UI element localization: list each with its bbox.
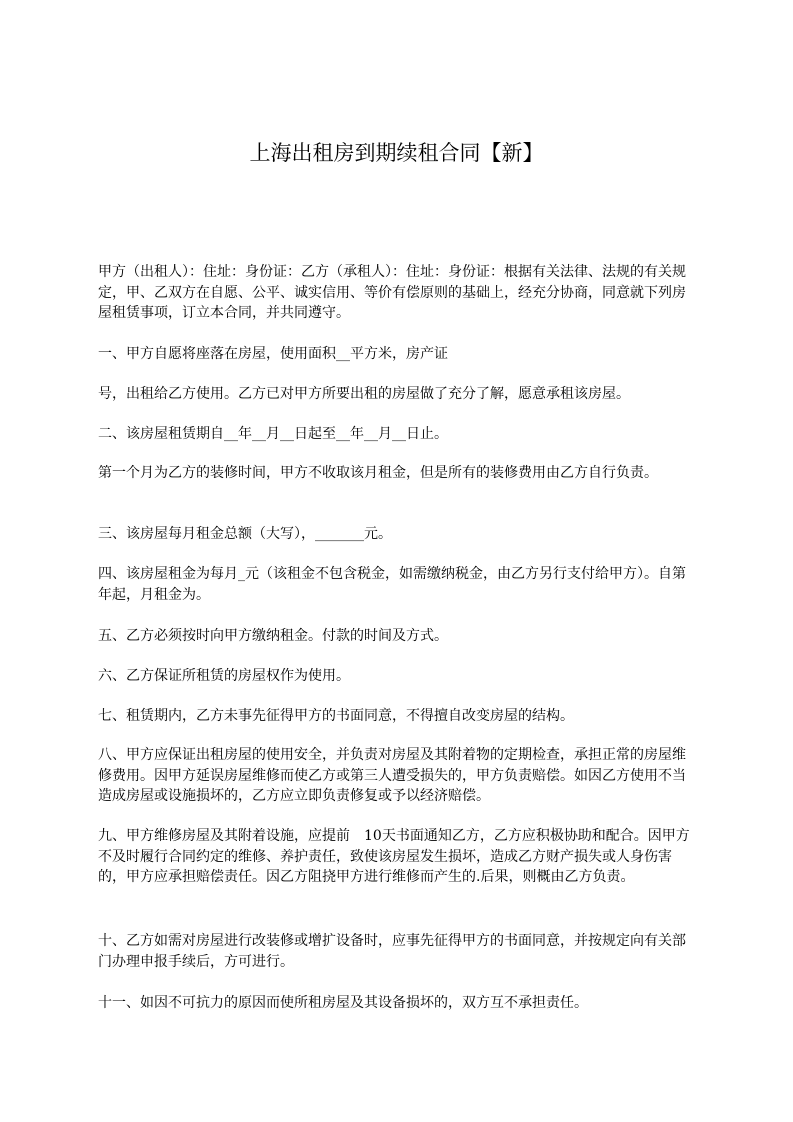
paragraph-clause-7: 七、租赁期内，乙方未事先征得甲方的书面同意，不得擅自改变房屋的结构。 [98, 708, 574, 724]
paragraph-clause-2: 二、该房屋租赁期自__年__月__日起至__年__月__日止。 [98, 426, 448, 442]
paragraph-clause-2-note: 第一个月为乙方的装修时间，甲方不收取该月租金，但是所有的装修费用由乙方自行负责。 [98, 465, 658, 481]
paragraph-clause-5: 五、乙方必须按时向甲方缴纳租金。付款的时间及方式。 [98, 628, 448, 644]
paragraph-clause-10: 十、乙方如需对房屋进行改装修或增扩设备时，应事先征得甲方的书面同意，并按规定向有关部门办理申报手续后，方可进行。 [98, 933, 686, 970]
paragraph-clause-3: 三、该房屋每月租金总额（大写），_______元。 [98, 526, 392, 542]
document-title: 上海出租房到期续租合同【新】 [249, 141, 544, 165]
paragraph-clause-8: 八、甲方应保证出租房屋的使用安全，并负责对房屋及其附着物的定期检查，承担正常的房屋维修费用。因甲方延误房屋维修而使乙方或第三人遭受损失的，甲方负责赔偿。如因乙方使用不当造成房屋或设施损坏的，乙方应立即负责修复或予以经济赔偿。 [98, 747, 686, 804]
paragraph-clause-9: 九、甲方维修房屋及其附着设施，应提前 10天书面通知乙方，乙方应积极协助和配合。因甲方不及时履行合同约定的维修、养护责任，致使该房屋发生损坏，造成乙方财产损失或人身伤害的，甲方应承担赔偿责任。因乙方阻挠甲方进行维修而产生的.后果，则概由乙方负责。 [98, 828, 690, 885]
paragraph-parties: 甲方（出租人）：住址：身份证：乙方（承租人）：住址：身份证：根据有关法律、法规的有关规定，甲、乙双方在自愿、公平、诚实信用、等价有偿原则的基础上，经充分协商，同意就下列房屋租赁事项，订立本合同，并共同遵守。 [98, 264, 686, 321]
paragraph-clause-1: 一、甲方自愿将座落在房屋，使用面积__平方米，房产证 [98, 346, 448, 362]
paragraph-clause-6: 六、乙方保证所租赁的房屋权作为使用。 [98, 668, 350, 684]
paragraph-clause-4: 四、该房屋租金为每月_元（该租金不包含税金，如需缴纳税金，由乙方另行支付给甲方）。自第年起，月租金为。 [98, 566, 686, 603]
paragraph-clause-11: 十一、如因不可抗力的原因而使所租房屋及其设备损坏的，双方互不承担责任。 [98, 995, 588, 1011]
paragraph-clause-1-cont: 号，出租给乙方使用。乙方已对甲方所要出租的房屋做了充分了解，愿意承租该房屋。 [98, 386, 630, 402]
